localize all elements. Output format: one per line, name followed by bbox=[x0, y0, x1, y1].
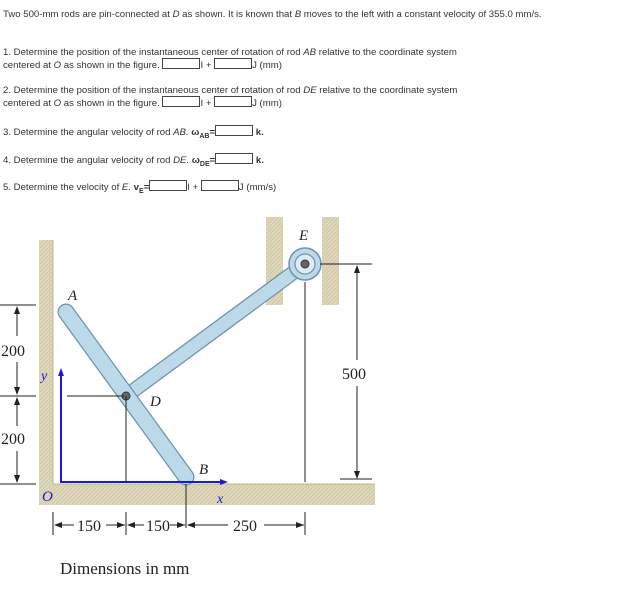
q5-i-input[interactable] bbox=[149, 180, 187, 191]
dim-bottom-2: 150 bbox=[146, 518, 170, 535]
figure-caption: Dimensions in mm bbox=[60, 559, 190, 578]
label-origin: O bbox=[42, 489, 53, 505]
label-y-axis: y bbox=[41, 369, 48, 384]
q3-omega-input[interactable] bbox=[215, 125, 253, 136]
label-x-axis: x bbox=[217, 492, 224, 507]
dim-right: 500 bbox=[342, 366, 366, 383]
dim-bottom-3: 250 bbox=[233, 518, 257, 535]
mechanism-figure bbox=[0, 210, 621, 592]
rod-de bbox=[126, 264, 305, 396]
upper-support-right bbox=[322, 217, 339, 305]
dim-left-upper: 200 bbox=[1, 343, 25, 360]
ground bbox=[39, 484, 375, 505]
pin-e bbox=[301, 260, 309, 268]
q2-j-input[interactable] bbox=[214, 96, 252, 107]
q5-j-input[interactable] bbox=[201, 180, 239, 191]
dim-bottom-1: 150 bbox=[77, 518, 101, 535]
question-5: 5. Determine the velocity of E. $v_E= I + J$ (mm/s) bbox=[3, 182, 277, 195]
dim-left-lower: 200 bbox=[1, 431, 25, 448]
q4-omega-input[interactable] bbox=[215, 153, 253, 164]
question-2: 2. Determine the position of the instantaneous center of rotation of rod DE relative to the coordinate system centered at O as shown in the figure. I + J (mm) bbox=[3, 85, 458, 110]
label-b: B bbox=[199, 462, 209, 478]
label-e: E bbox=[299, 228, 309, 244]
problem-intro: Two 500-mm rods are pin-connected at D as shown. It is known that B moves to the left with a constant velocity of 355.0 mm/s. bbox=[3, 9, 542, 20]
question-4: 4. Determine the angular velocity of rod DE. $\omega_{DE}= k$. bbox=[3, 155, 264, 168]
question-3: 3. Determine the angular velocity of rod AB. $\omega_{AB}= k$. bbox=[3, 127, 264, 140]
q1-i-input[interactable] bbox=[162, 58, 200, 69]
q1-j-input[interactable] bbox=[214, 58, 252, 69]
label-a: A bbox=[68, 288, 78, 304]
label-d: D bbox=[150, 394, 161, 410]
question-1: 1. Determine the position of the instantaneous center of rotation of rod AB relative to the coordinate system centered at O as shown in the figure. I + J (mm) bbox=[3, 47, 457, 72]
q2-i-input[interactable] bbox=[162, 96, 200, 107]
